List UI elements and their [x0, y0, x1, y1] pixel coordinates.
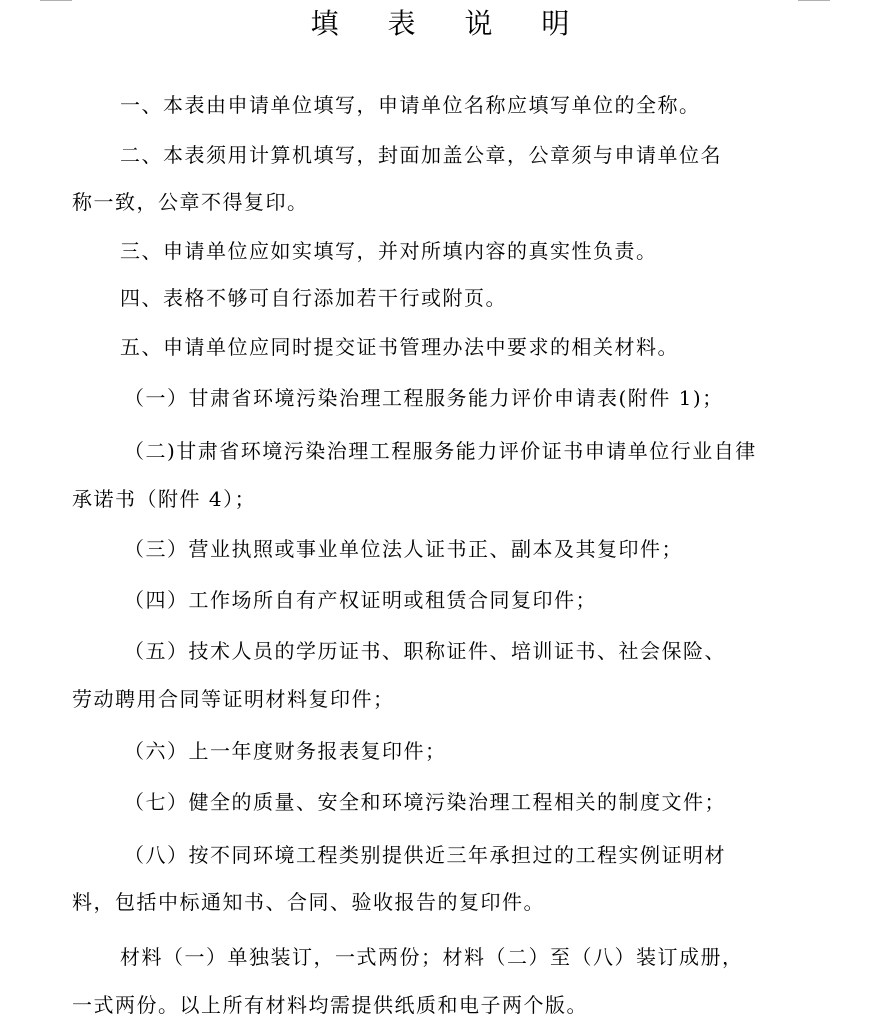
instruction-2: 二、本表须用计算机填写，封面加盖公章，公章须与申请单位名: [120, 143, 722, 167]
page-corner-mark-right: [798, 0, 830, 1]
instruction-2-cont: 称一致，公章不得复印。: [72, 190, 309, 214]
binding-note-cont: 一式两份。以上所有材料均需提供纸质和电子两个版。: [72, 993, 588, 1017]
material-item-2: （二)甘肃省环境污染治理工程服务能力评价证书申请单位行业自律: [124, 439, 757, 463]
material-item-3: （三）营业执照或事业单位法人证书正、副本及其复印件；: [124, 537, 683, 561]
instruction-5: 五、申请单位应同时提交证书管理办法中要求的相关材料。: [120, 335, 679, 359]
binding-note: 材料（一）单独装订，一式两份；材料（二）至（八）装订成册，: [120, 945, 744, 969]
material-item-4: （四）工作场所自有产权证明或租赁合同复印件；: [124, 588, 597, 612]
material-item-5: （五）技术人员的学历证书、职称证件、培训证书、社会保险、: [124, 639, 726, 663]
material-item-6: （六）上一年度财务报表复印件；: [124, 739, 447, 763]
material-item-8-cont: 料，包括中标通知书、合同、验收报告的复印件。: [72, 890, 545, 914]
material-item-1: （一）甘肃省环境污染治理工程服务能力评价申请表(附件 1)；: [124, 386, 724, 410]
material-item-5-cont: 劳动聘用合同等证明材料复印件；: [72, 687, 395, 711]
instruction-4: 四、表格不够可自行添加若干行或附页。: [120, 286, 507, 310]
material-item-8: （八）按不同环境工程类别提供近三年承担过的工程实例证明材: [124, 843, 726, 867]
material-item-7: （七）健全的质量、安全和环境污染治理工程相关的制度文件；: [124, 790, 726, 814]
material-item-2-cont: 承诺书（附件 4）；: [72, 487, 257, 511]
page-corner-mark-left: [40, 0, 72, 1]
instruction-1: 一、本表由申请单位填写，申请单位名称应填写单位的全称。: [120, 93, 701, 117]
instruction-3: 三、申请单位应如实填写，并对所填内容的真实性负责。: [120, 239, 658, 263]
page-title: 填 表 说 明: [310, 7, 590, 40]
